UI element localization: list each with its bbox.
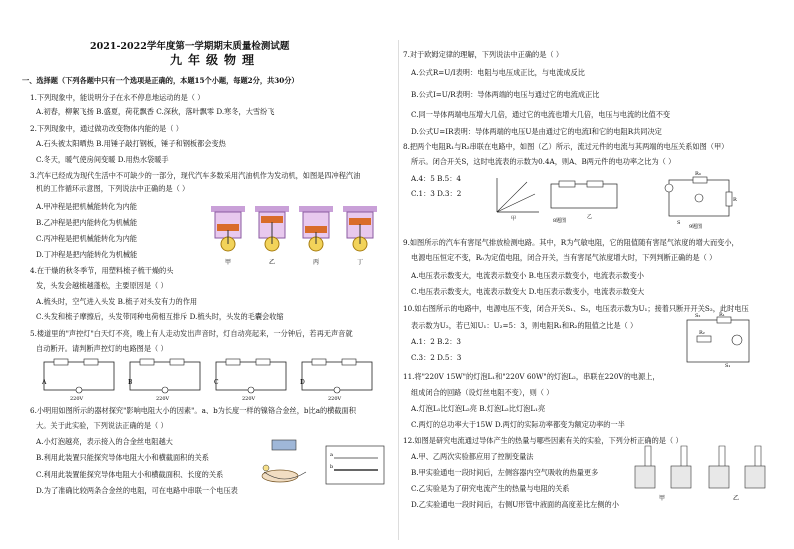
q8-graph-figure — [491, 174, 543, 222]
question-6-option-d: D.为了准确比较两条合金丝的电阻，可在电路中串联一个电压表 — [36, 486, 238, 495]
engine-label: 丙 — [313, 259, 320, 266]
question-8-option-cd: C.1：3 D.3：2 — [411, 189, 462, 198]
question-10-option-ab: A.1：2 B.2：3 — [411, 337, 461, 346]
question-1: 1.下列现象中，能说明分子在永不停息地运动的是（ ） — [30, 93, 205, 102]
engine-label: 乙 — [269, 259, 276, 266]
u-tube-setup — [635, 446, 691, 502]
engine-label: 甲 — [225, 259, 232, 266]
question-6-option-c: C.利用此装置能探究导体电阻大小和横截面积、长度的关系 — [36, 470, 224, 479]
question-7: 7.对于欧姆定律的理解，下列说法中正确的是（ ） — [403, 50, 564, 59]
question-3-option-c: C.丙冲程是把机械能转化为内能 — [36, 234, 137, 243]
voltage-label: 220V — [328, 396, 342, 402]
exam-subject: 九年级物理 — [170, 53, 261, 67]
voltage-label: 220V — [156, 396, 170, 402]
voltage-label: 220V — [70, 396, 84, 402]
q10-r1-label: R₁ — [719, 312, 725, 318]
option-label: B — [128, 379, 133, 386]
question-12-option-a: A.甲、乙两次实验都应用了控制变量法 — [411, 452, 534, 461]
question-10-option-cd: C.3：2 D.5：3 — [411, 353, 462, 362]
question-8-cont: 所示。闭合开关S，这时电流表的示数为0.4A，则A、B两元件的电功率之比为（ ） — [411, 157, 676, 166]
question-12-option-b: B.甲实验通电一段时间后，左侧容器内空气吸收的热量更多 — [411, 468, 599, 477]
q5-circuits-figure — [40, 356, 380, 402]
u-tube-setup — [709, 446, 765, 502]
q6-apparatus-figure — [254, 432, 390, 490]
q9-circuit-figure — [659, 170, 739, 230]
column-divider — [398, 40, 399, 540]
circuit-diagram — [128, 359, 200, 402]
q9-r-label: R — [733, 197, 737, 203]
question-6-cont: 大。关于此实验，下列说法正确的是（ ） — [36, 421, 168, 430]
circuit-diagram — [214, 359, 286, 402]
question-9-option-ab: A.电压表示数变大，电流表示数变小 B.电压表示数变小，电流表示数变小 — [411, 271, 644, 280]
option-label: A — [42, 379, 47, 386]
question-7-option-a: A.公式R=U/I表明：电阻与电压成正比，与电流成反比 — [411, 68, 585, 77]
exam-title: 2021-2022学年度第一学期期末质量检测试题 — [90, 41, 290, 52]
q10-s1-label: S₁ — [725, 363, 731, 368]
option-label: C — [214, 379, 219, 386]
question-7-option-c: C.同一导体两端电压增大几倍，通过它的电流也增大几倍，电压与电流的比值不变 — [411, 110, 671, 119]
q8-yi-label: 乙 — [587, 214, 593, 220]
question-6-option-b: B.利用此装置只能探究导体电阻大小和横截面积的关系 — [36, 453, 209, 462]
question-7-option-d: D.公式U=IR表明：导体两端的电压U是由通过它的电流I和它的电阻R共同决定 — [411, 127, 662, 136]
question-5-cont: 自动断开。请判断声控灯的电路图是（ ） — [36, 344, 168, 353]
q12-yi-label: 乙 — [733, 495, 740, 502]
question-9-cont: 电源电压恒定不变，R₀为定值电阻，闭合开关，当有害尾气浓度增大时，下列判断正确的是（ ） — [411, 253, 717, 262]
q10-circuit-figure — [679, 312, 759, 368]
question-2-option-ab: A.石头被太阳晒热 B.用锤子敲打钢板，锤子和钢板都会变热 — [36, 139, 226, 148]
q10-s2-label: S₂ — [695, 313, 701, 319]
q8-circuit-figure — [547, 178, 625, 224]
q9-r0-label: R₀ — [695, 171, 701, 177]
question-6: 6.小明用如图所示的器材探究"影响电阻大小的因素"。a、b为长度一样的镍铬合金丝，b比a的横截面积 — [30, 406, 356, 415]
engine-label: 丁 — [357, 259, 364, 266]
question-6-option-a: A.小灯泡越亮，表示接入的合金丝电阻越大 — [36, 437, 173, 446]
q12-heat-figure — [631, 436, 773, 506]
question-3-option-d: D.丁冲程是把内能转化为机械能 — [36, 250, 138, 259]
q12-jia-label: 甲 — [659, 495, 666, 502]
question-4-option-ab: A.梳头时，空气进入头发 B.梳子对头发有力的作用 — [36, 297, 198, 306]
option-label: D — [300, 379, 305, 386]
question-8: 8.把两个电阻R₁与R₂串联在电路中，如图（乙）所示，流过元件的电流与其两端的电压关系如图（甲） — [403, 142, 729, 151]
engine-cylinder — [299, 206, 333, 251]
question-9-option-cd: C.电压表示数变大，电流表示数变大 D.电压表示数变小，电流表示数变大 — [411, 287, 645, 296]
wire-b-label: b — [330, 464, 334, 470]
question-8-option-ab: A.4：5 B.5：4 — [411, 174, 461, 183]
question-3: 3.汽车已经成为现代生活中不可缺少的一部分，现代汽车多数采用汽油机作为发动机，如图是四冲程汽油 — [30, 171, 361, 180]
question-3-option-b: B.乙冲程是把内能转化为机械能 — [36, 218, 138, 227]
q8-jia-label: 甲 — [511, 216, 517, 222]
q10-r2-label: R₂ — [699, 330, 705, 336]
question-11-option-ab: A.灯泡L₁比灯泡L₂亮 B.灯泡L₂比灯泡L₁亮 — [411, 404, 546, 413]
question-12: 12.如图是研究电流通过导体产生的热量与哪些因素有关的实验，下列分析正确的是（ ） — [403, 436, 683, 445]
question-3-option-a: A.甲冲程是把机械能转化为内能 — [36, 202, 137, 211]
engine-cylinder — [211, 206, 245, 251]
question-5: 5.楼道里的"声控灯"白天灯不亮，晚上有人走动发出声音时，灯自动亮起来，一分钟后，若再无声音就 — [30, 329, 353, 338]
engine-strokes-figure — [207, 200, 387, 268]
question-4-cont: 发，头发会越梳越蓬松，主要原因是（ ） — [36, 281, 168, 290]
wire-a-label: a — [330, 452, 333, 458]
question-4-option-cd: C.头发和梳子摩擦后，头发带同种电荷相互排斥 D.梳头时，头发的毛囊会收缩 — [36, 312, 284, 321]
question-11: 11.将"220V 15W"的灯泡L₁和"220V 60W"的灯泡L₂，串联在220V的电源上， — [403, 372, 660, 381]
q9-s-label: S — [677, 220, 681, 226]
circuit-diagram — [41, 359, 114, 402]
question-12-option-c: C.乙实验是为了研究电流产生的热量与电阻的关系 — [411, 484, 570, 493]
engine-cylinder — [343, 206, 377, 251]
question-12-option-d: D.乙实验通电一段时间后，右侧U形管中液面的高度差比左侧的小 — [411, 500, 619, 509]
question-11-option-cd: C.两灯的总功率大于15W D.两灯的实际功率都变为额定功率的一半 — [411, 420, 625, 429]
question-3-cont: 机的工作循环示意图，下列说法中正确的是（ ） — [36, 184, 190, 193]
question-11-cont: 组成闭合的回路（设灯丝电阻不变），则（ ） — [411, 388, 554, 397]
engine-cylinder — [255, 206, 289, 251]
section-heading: 一、选择题（下列各题中只有一个选项是正确的，本题15个小题，每题2分，共30分） — [22, 76, 299, 85]
question-1-options: A.初春，柳絮飞扬 B.盛夏，荷花飘香 C.深秋，落叶飘零 D.寒冬，大雪纷飞 — [36, 107, 275, 116]
voltage-label: 220V — [242, 396, 256, 402]
question-9: 9.如图所示的汽车有害尾气排放检测电路。其中，R为气敏电阻，它的阻值随有害尾气浓度的增大而变小， — [403, 238, 739, 247]
question-2: 2.下列现象中，通过做功改变物体内能的是（ ） — [30, 124, 183, 133]
question-4: 4.在干燥的秋冬季节，用塑料梳子梳干燥的头 — [30, 266, 174, 275]
q8-caption: 8题图 — [553, 218, 567, 224]
question-10: 10.如右图所示的电路中，电源电压不变，闭合开关S₁、S₂，电压表示数为U₁；接着只断开开关S₂，此时电压 — [403, 304, 749, 313]
circuit-diagram — [300, 359, 372, 402]
question-10-cont: 表示数为U₂，若已知U₁：U₂=5：3，则电阻R₁和R₂的阻值之比是（ ） — [411, 321, 638, 330]
question-7-option-b: B.公式I=U/R表明：导体两端的电压与通过它的电流成正比 — [411, 90, 600, 99]
q9-caption: 9题图 — [689, 224, 703, 230]
question-2-option-cd: C.冬天，暖气使房间变暖 D.用热水袋暖手 — [36, 155, 169, 164]
